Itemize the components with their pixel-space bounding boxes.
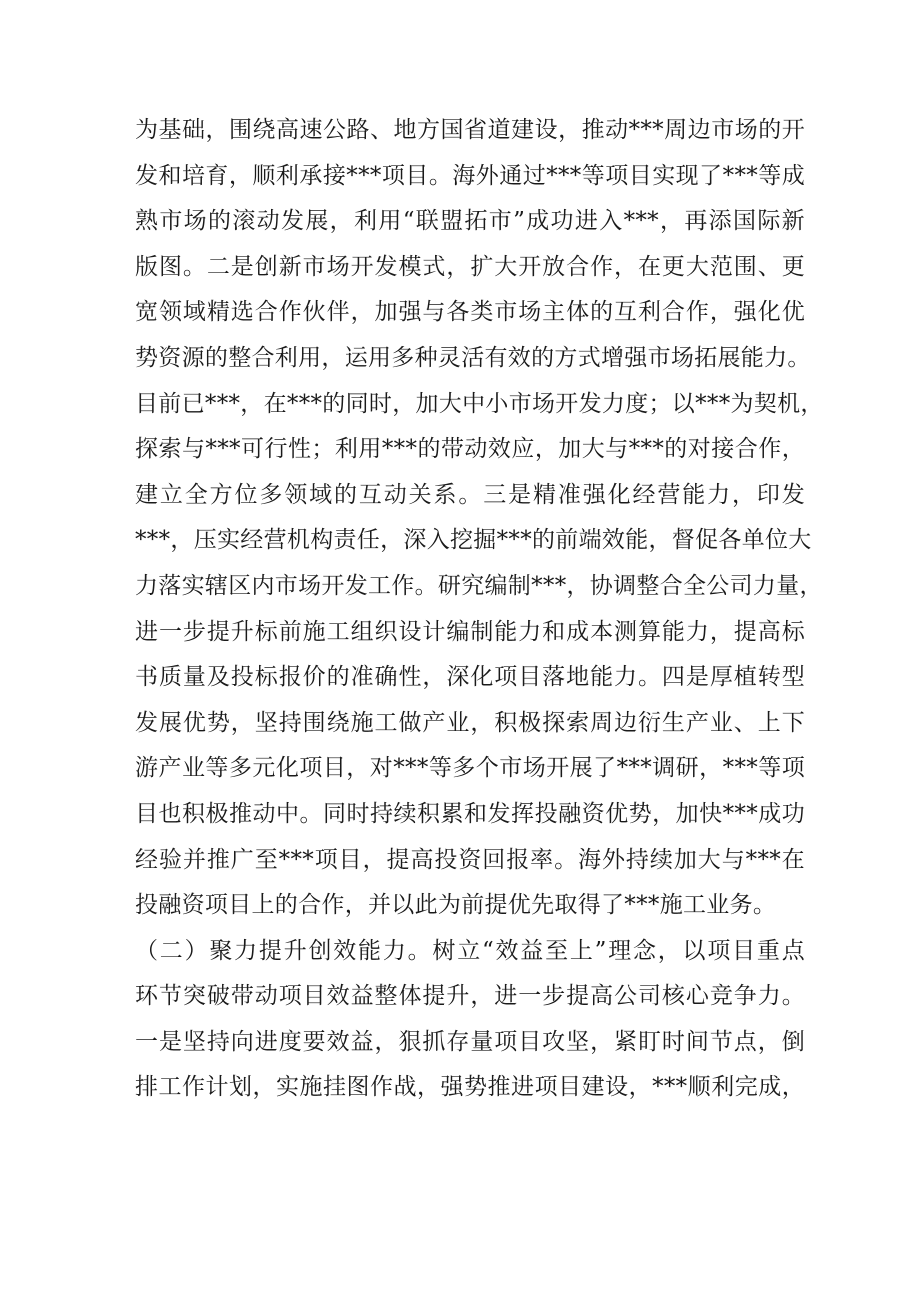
text-line: 经验并推广至***项目，提高投资回报率。海外持续加大与***在 bbox=[135, 846, 805, 873]
text-line: 为基础，围绕高速公路、地方国省道建设，推动***周边市场的开 bbox=[135, 117, 805, 143]
text-line: 建立全方位多领域的互动关系。三是精准强化经营能力，印发 bbox=[135, 481, 805, 508]
text-line: 熟市场的滚动发展，利用“联盟拓市”成功进入***，再添国际新 bbox=[135, 208, 805, 235]
text-line: 目也积极推动中。同时持续积累和发挥投融资优势，加快***成功 bbox=[135, 800, 805, 827]
text-line: 排工作计划，实施挂图作战，强势推进项目建设，***顺利完成， bbox=[135, 1074, 805, 1101]
text-line: ***，压实经营机构责任，深入挖掘***的前端效能，督促各单位大 bbox=[135, 527, 812, 554]
text-line: 宽领域精选合作伙伴，加强与各类市场主体的互利合作，强化优 bbox=[135, 299, 805, 326]
text-line: 力落实辖区内市场开发工作。研究编制***，协调整合全公司力量， bbox=[135, 572, 823, 599]
text-line: 一是坚持向进度要效益，狠抓存量项目攻坚，紧盯时间节点，倒 bbox=[135, 1028, 805, 1055]
text-line: 书质量及投标报价的准确性，深化项目落地能力。四是厚植转型 bbox=[135, 664, 805, 691]
text-line: 版图。二是创新市场开发模式，扩大开放合作，在更大范围、更 bbox=[135, 253, 805, 280]
text-line: 发展优势，坚持围绕施工做产业，积极探索周边衍生产业、上下 bbox=[135, 709, 805, 736]
text-line: 环节突破带动项目效益整体提升，进一步提高公司核心竞争力。 bbox=[135, 983, 805, 1010]
text-line: 目前已***，在***的同时，加大中小市场开发力度；以***为契机， bbox=[135, 390, 824, 417]
text-line: 发和培育，顺利承接***项目。海外通过***等项目实现了***等成 bbox=[135, 162, 805, 189]
text-line: 进一步提升标前施工组织设计编制能力和成本测算能力，提高标 bbox=[135, 618, 805, 645]
text-line: 探索与***可行性；利用***的带动效应，加大与***的对接合作， bbox=[135, 436, 805, 463]
text-line: 投融资项目上的合作，并以此为前提优先取得了***施工业务。 bbox=[135, 892, 777, 919]
text-line: 游产业等多元化项目，对***等多个市场开展了***调研，***等项 bbox=[135, 755, 805, 782]
section-heading-line: （二）聚力提升创效能力。树立“效益至上”理念，以项目重点 bbox=[135, 937, 805, 964]
body-text bbox=[135, 108, 824, 1111]
text-line: 势资源的整合利用，运用多种灵活有效的方式增强市场拓展能力。 bbox=[135, 344, 811, 371]
